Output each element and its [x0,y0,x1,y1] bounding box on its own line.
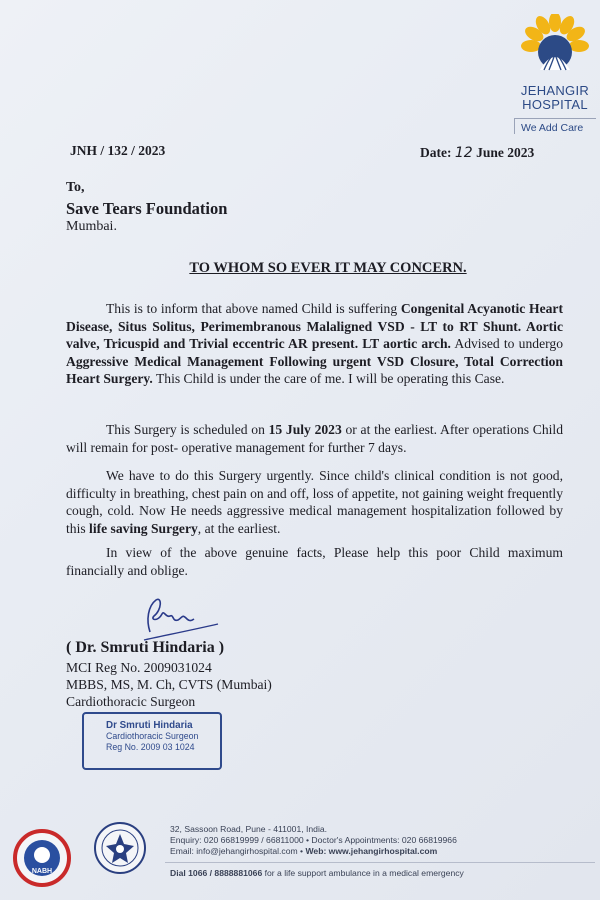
recipient-name: Save Tears Foundation [66,199,228,218]
handwritten-signature [132,592,222,644]
paragraph-urgency [66,467,563,537]
nabh-label: NABH [31,868,53,875]
p1-text-c: Advised to undergo [450,336,563,351]
recipient-city: Mumbai. [66,219,117,234]
p1-text-e: This Child is under the care of me. I will be operating this Case. [152,371,505,386]
reference-number: JNH / 132 / 2023 [70,143,166,158]
signatory-reg: MCI Reg No. 2009031024 [66,660,212,675]
stamp-name: Dr Smruti Hindaria [106,720,193,731]
footer-contact [170,824,457,857]
subject-text: TO WHOM SO EVER IT MAY CONCERN. [189,260,467,276]
paragraph-request [66,544,563,579]
date-month-year: June 2023 [476,145,535,160]
doctor-stamp [82,712,222,770]
ambulance-number: Dial 1066 / 8888881066 [170,868,263,878]
date-label: Date: [420,145,452,160]
footer-email-web [170,846,457,857]
footer-address: 32, Sassoon Road, Pune - 411001, India. [170,824,328,834]
p1-diagnosis: Congenital Acyanotic Heart Disease, Situs Solitus, Perimembranous Malaligned VSD - LT to RT Shunt. Aortic valve, Tricuspid and Trivial eccentric AR present. LT aortic arch. [66,301,563,351]
p3-text-c: , at the earliest. [197,520,281,536]
p1-text-a: This is to inform that above named Child is suffering [106,301,401,316]
logo-line-2: HOSPITAL [522,97,588,112]
paragraph-schedule [66,421,563,456]
footer-ambulance [170,868,464,878]
footer-email[interactable]: Email: info@jehangirhospital.com • [170,846,306,856]
footer-website-link[interactable]: Web: www.jehangirhospital.com [305,846,438,856]
to-label: To, [66,180,85,195]
signatory-degrees: MBBS, MS, M. Ch, CVTS (Mumbai) [66,677,272,692]
nabh-seal-icon [12,828,72,888]
p1-treatment: Aggressive Medical Management Following urgent VSD Closure, Total Correction Heart Surgery. [66,353,563,386]
sun-logo-icon [514,14,596,84]
p3-life-saving: life saving Surgery [89,520,198,536]
stamp-title: Cardiothoracic Surgeon [106,731,199,741]
signatory-name: ( Dr. Smruti Hindaria ) [66,639,225,656]
subject-heading [0,260,600,277]
p2-text-a: This Surgery is scheduled on [106,422,269,437]
signatory-title: Cardiothoracic Surgeon [66,694,196,709]
letter-date [420,145,534,161]
hospital-logo [514,14,596,144]
logo-line-1: JEHANGIR [520,83,590,98]
footer-enquiry: Enquiry: 020 66819999 / 66811000 • Doctor's Appointments: 020 66819966 [170,835,457,845]
p2-text-c: or at the earliest. After operations Child will remain for post- operative management for further 7 days. [66,422,564,455]
p4-text: In view of the above genuine facts, Please help this poor Child maximum financially and oblige. [66,545,563,578]
logo-tagline: We Add Care [514,118,596,134]
surgery-date: 15 July 2023 [268,422,342,437]
p3-text-a: We have to do this Surgery urgently. Since child's clinical condition is not good, difficulty in breathing, chest pain on and off, loss of appetite, not gaining weight frequently cough, cold. Now He needs aggressive medical management hospitalization followed by this [66,468,563,536]
stamp-reg: Reg No. 2009 03 1024 [106,742,195,752]
paragraph-diagnosis [66,300,563,388]
accreditation-seal-icon [92,820,152,886]
date-day: 12 [454,145,473,161]
ambulance-text: for a life support ambulance in a medical emergency [262,868,464,878]
footer-divider [165,862,595,863]
